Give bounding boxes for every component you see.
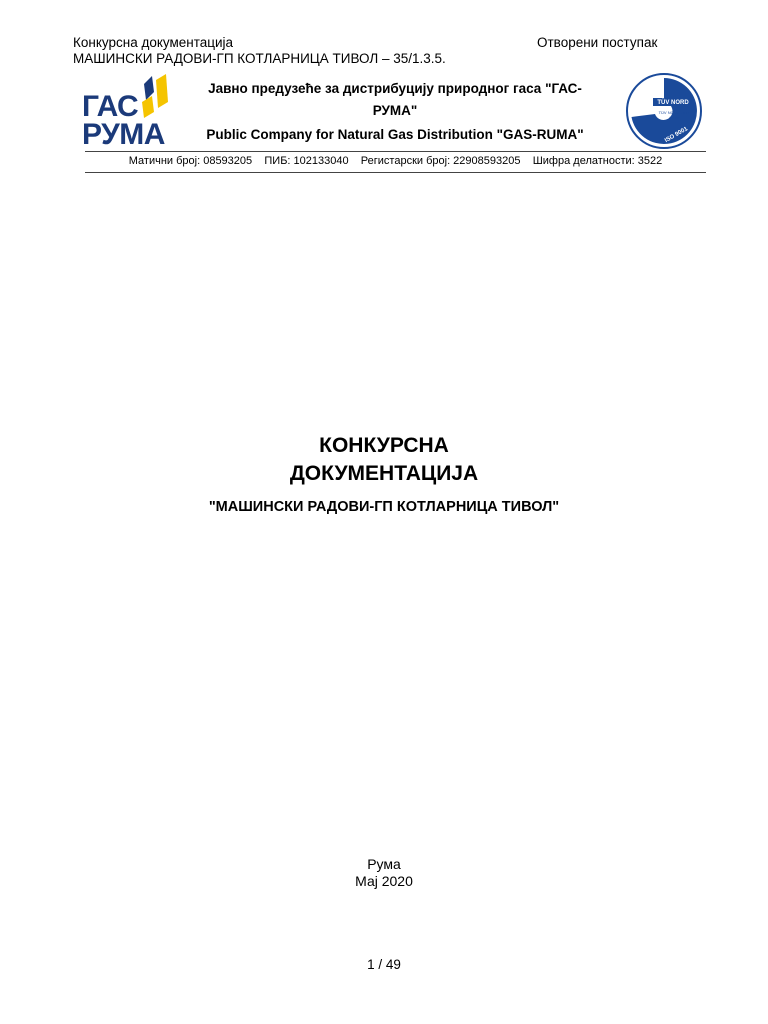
iso-cert-badge-icon [625, 72, 703, 150]
company-name-en: Public Company for Natural Gas Distribution "GAS-RUMA" [206, 127, 584, 142]
title-line2: ДОКУМЕНТАЦИЈА [289, 462, 479, 485]
cert-top-text: TÜV NORD [657, 100, 689, 106]
company-name-sr-2: РУМА" [372, 103, 418, 118]
doc-subject: МАШИНСКИ РАДОВИ-ГП КОТЛАРНИЦА ТИВОЛ – 35/1.3.5. [73, 51, 446, 66]
title-line1: КОНКУРСНА [319, 434, 449, 457]
header-left [73, 35, 446, 67]
company-name-sr-1: Јавно предузеће за дистрибуцију природног гаса "ГАС- [208, 81, 582, 96]
registry-info: Матични број: 08593205 ПИБ: 102133040 Регистарски број: 22908593205 Шифра делатности: 3522 [85, 151, 706, 173]
doc-type: Конкурсна документација [73, 35, 234, 50]
date: Мај 2020 [355, 873, 413, 889]
logo-line2: РУМА [82, 118, 165, 151]
cert-mid2-text: GmbH [669, 115, 681, 120]
logo-line1: ГАС [82, 90, 139, 123]
gas-ruma-logo [82, 72, 174, 151]
cert-bottom-text: ISO 9001 [664, 126, 689, 145]
company-name [185, 78, 605, 146]
procedure-type: Отворени поступак [537, 35, 658, 50]
page-number: 1 / 49 [367, 957, 401, 972]
page-subtitle: "МАШИНСКИ РАДОВИ-ГП КОТЛАРНИЦА ТИВОЛ" [208, 499, 560, 515]
page-title [0, 432, 768, 488]
place: Рума [367, 856, 401, 872]
place-date [0, 856, 768, 890]
cert-mid1-text: TÜV NORD CERT [658, 110, 692, 115]
